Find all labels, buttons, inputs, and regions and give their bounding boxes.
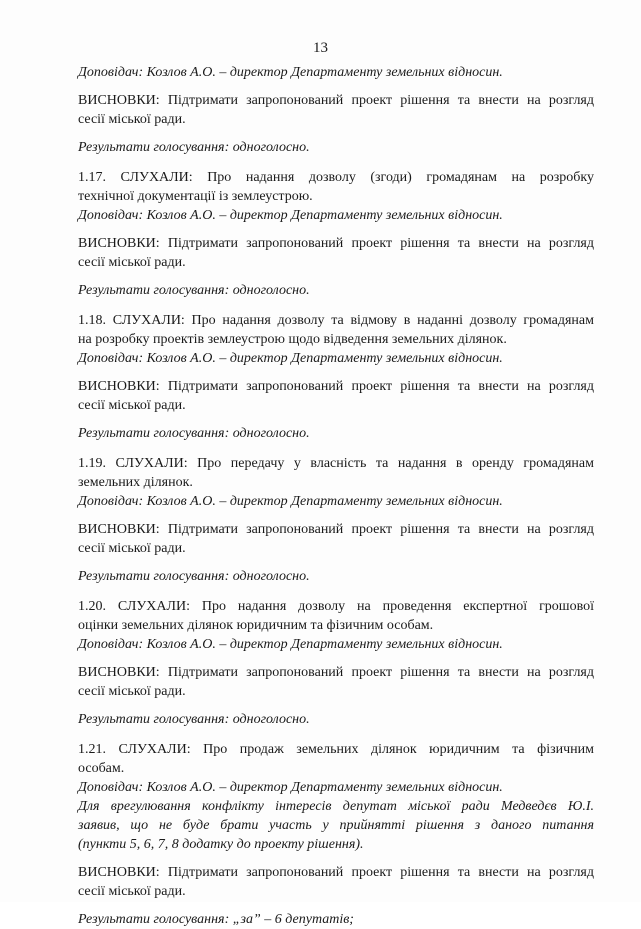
voting-result: Результати голосування: „за” – 6 депутатів; bbox=[78, 912, 354, 927]
agenda-item-1-20 bbox=[78, 597, 594, 729]
voting-result: Результати голосування: одноголосно. bbox=[78, 712, 310, 727]
speaker-line: Доповідач: Козлов А.О. – директор Департаменту земельних відносин. bbox=[78, 780, 503, 795]
conclusion-line-2: сесії міської ради. bbox=[78, 541, 186, 556]
heard-line-2: земельних ділянок. bbox=[78, 475, 193, 490]
heard-line-1: 1.21. СЛУХАЛИ: Про продаж земельних ділянок юридичним та фізичним bbox=[78, 742, 594, 757]
speaker-line: Доповідач: Козлов А.О. – директор Департаменту земельних відносин. bbox=[78, 208, 503, 223]
conclusion-line-1: ВИСНОВКИ: Підтримати запропонований проект рішення та внести на розгляд bbox=[78, 522, 594, 537]
heard-line-1: 1.17. СЛУХАЛИ: Про надання дозволу (згоди) громадянам на розробку bbox=[78, 170, 594, 185]
document-body bbox=[78, 63, 594, 929]
voting-result: Результати голосування: одноголосно. bbox=[78, 283, 310, 298]
voting-result: Результати голосування: одноголосно. bbox=[78, 140, 310, 155]
conclusion-line-2: сесії міської ради. bbox=[78, 398, 186, 413]
voting-result: Результати голосування: одноголосно. bbox=[78, 426, 310, 441]
conclusion-line-1: ВИСНОВКИ: Підтримати запропонований проект рішення та внести на розгляд bbox=[78, 93, 594, 108]
heard-line-2: оцінки земельних ділянок юридичним та фізичним особам. bbox=[78, 618, 434, 633]
agenda-item-1-19 bbox=[78, 454, 594, 586]
conclusion-line-2: сесії міської ради. bbox=[78, 255, 186, 270]
conclusion-line-2: сесії міської ради. bbox=[78, 112, 186, 127]
conclusion-line-1: ВИСНОВКИ: Підтримати запропонований проект рішення та внести на розгляд bbox=[78, 665, 594, 680]
conclusion-line-1: ВИСНОВКИ: Підтримати запропонований проект рішення та внести на розгляд bbox=[78, 865, 594, 880]
page-number: 13 bbox=[313, 40, 328, 56]
conclusion-line-1: ВИСНОВКИ: Підтримати запропонований проект рішення та внести на розгляд bbox=[78, 379, 594, 394]
speaker-line: Доповідач: Козлов А.О. – директор Департаменту земельних відносин. bbox=[78, 351, 503, 366]
heard-line-2: на розробку проектів землеустрою щодо відведення земельних ділянок. bbox=[78, 332, 507, 347]
heard-line-1: 1.18. СЛУХАЛИ: Про надання дозволу та відмову в наданні дозволу громадянам bbox=[78, 313, 594, 328]
conclusion-line-1: ВИСНОВКИ: Підтримати запропонований проект рішення та внести на розгляд bbox=[78, 236, 594, 251]
heard-line-2: технічної документації із землеустрою. bbox=[78, 189, 313, 204]
speaker-line: Доповідач: Козлов А.О. – директор Департаменту земельних відносин. bbox=[78, 494, 503, 509]
agenda-item-1-21 bbox=[78, 740, 594, 929]
heard-line-2: особам. bbox=[78, 761, 125, 776]
conclusion-line-2: сесії міської ради. bbox=[78, 684, 186, 699]
top-block bbox=[78, 63, 594, 157]
speaker-line: Доповідач: Козлов А.О. – директор Департаменту земельних відносин. bbox=[78, 65, 503, 80]
heard-line-1: 1.20. СЛУХАЛИ: Про надання дозволу на проведення експертної грошової bbox=[78, 599, 594, 614]
voting-result: Результати голосування: одноголосно. bbox=[78, 569, 310, 584]
speaker-line: Доповідач: Козлов А.О. – директор Департаменту земельних відносин. bbox=[78, 637, 503, 652]
agenda-item-1-18 bbox=[78, 311, 594, 443]
conflict-note-line-3: (пункти 5, 6, 7, 8 додатку до проекту рішення). bbox=[78, 837, 364, 852]
conflict-note-line-1: Для врегулювання конфлікту інтересів депутат міської ради Медведєв Ю.І. bbox=[78, 799, 594, 814]
conclusion-line-2: сесії міської ради. bbox=[78, 884, 186, 899]
agenda-item-1-17 bbox=[78, 168, 594, 300]
heard-line-1: 1.19. СЛУХАЛИ: Про передачу у власність та надання в оренду громадянам bbox=[78, 456, 594, 471]
conflict-note-line-2: заявив, що не буде брати участь у прийнятті рішення з даного питання bbox=[78, 818, 594, 833]
